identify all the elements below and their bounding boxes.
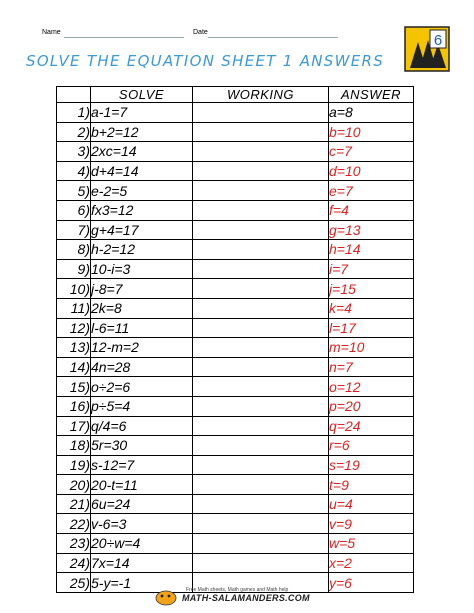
- row-number: 25): [57, 573, 91, 593]
- answer-cell: k=4: [329, 298, 414, 318]
- working-cell: [193, 416, 329, 436]
- row-number: 20): [57, 475, 91, 495]
- answer-cell: s=19: [329, 455, 414, 475]
- table-row: [57, 181, 414, 201]
- answer-cell: e=7: [329, 181, 414, 201]
- row-number: 23): [57, 534, 91, 554]
- problem-cell: p÷5=4: [91, 396, 193, 416]
- working-cell: [193, 298, 329, 318]
- answer-cell: u=4: [329, 494, 414, 514]
- problem-cell: 2k=8: [91, 298, 193, 318]
- table-row: [57, 279, 414, 299]
- problem-cell: 5-y=-1: [91, 573, 193, 593]
- problem-cell: 6u=24: [91, 494, 193, 514]
- table-row: [57, 298, 414, 318]
- answer-cell: v=9: [329, 514, 414, 534]
- working-cell: [193, 181, 329, 201]
- row-number: 7): [57, 220, 91, 240]
- row-number: 19): [57, 455, 91, 475]
- row-number: 17): [57, 416, 91, 436]
- header-row: [57, 87, 414, 103]
- row-number: 8): [57, 240, 91, 260]
- answer-cell: a=8: [329, 103, 414, 123]
- table-row: [57, 416, 414, 436]
- name-label: Name: [42, 29, 61, 36]
- table-row: [57, 436, 414, 456]
- working-cell: [193, 455, 329, 475]
- answer-cell: l=17: [329, 318, 414, 338]
- grade-logo-icon: [404, 26, 450, 72]
- answer-cell: f=4: [329, 200, 414, 220]
- working-cell: [193, 534, 329, 554]
- table-row: [57, 161, 414, 181]
- table-row: [57, 514, 414, 534]
- problem-cell: g+4=17: [91, 220, 193, 240]
- answer-cell: j=15: [329, 279, 414, 299]
- answer-cell: p=20: [329, 396, 414, 416]
- date-line: [208, 37, 338, 38]
- answer-header: ANSWER: [329, 87, 414, 103]
- row-number: 24): [57, 553, 91, 573]
- problem-cell: h-2=12: [91, 240, 193, 260]
- row-number: 16): [57, 396, 91, 416]
- row-number: 13): [57, 338, 91, 358]
- working-cell: [193, 103, 329, 123]
- table-row: [57, 534, 414, 554]
- solve-header: SOLVE: [91, 87, 193, 103]
- table-row: [57, 396, 414, 416]
- row-number: 3): [57, 142, 91, 162]
- answer-cell: y=6: [329, 573, 414, 593]
- table-row: [57, 200, 414, 220]
- problem-cell: 7x=14: [91, 553, 193, 573]
- row-number: 9): [57, 259, 91, 279]
- row-number: 11): [57, 298, 91, 318]
- table-row: [57, 103, 414, 123]
- table-row: [57, 259, 414, 279]
- row-number: 2): [57, 122, 91, 142]
- row-number: 14): [57, 357, 91, 377]
- problem-cell: b+2=12: [91, 122, 193, 142]
- date-label: Date: [193, 29, 208, 36]
- answer-cell: c=7: [329, 142, 414, 162]
- working-cell: [193, 220, 329, 240]
- working-cell: [193, 514, 329, 534]
- table-row: [57, 122, 414, 142]
- answer-cell: h=14: [329, 240, 414, 260]
- working-cell: [193, 377, 329, 397]
- answer-cell: t=9: [329, 475, 414, 495]
- table-row: [57, 220, 414, 240]
- working-cell: [193, 318, 329, 338]
- working-cell: [193, 142, 329, 162]
- table-row: [57, 357, 414, 377]
- working-cell: [193, 553, 329, 573]
- row-number: 12): [57, 318, 91, 338]
- footer-brand: [152, 584, 352, 608]
- row-number: 15): [57, 377, 91, 397]
- problem-cell: fx3=12: [91, 200, 193, 220]
- problem-cell: q/4=6: [91, 416, 193, 436]
- working-cell: [193, 357, 329, 377]
- name-line: [64, 37, 184, 38]
- table-row: [57, 142, 414, 162]
- answer-cell: m=10: [329, 338, 414, 358]
- answer-cell: d=10: [329, 161, 414, 181]
- answer-cell: w=5: [329, 534, 414, 554]
- footer-tagline: Free Math sheets, Math games and Math help: [186, 587, 289, 593]
- working-cell: [193, 475, 329, 495]
- answer-cell: x=2: [329, 553, 414, 573]
- table-row: [57, 455, 414, 475]
- problem-cell: j-8=7: [91, 279, 193, 299]
- answer-cell: q=24: [329, 416, 414, 436]
- problem-cell: d+4=14: [91, 161, 193, 181]
- problem-cell: 10-i=3: [91, 259, 193, 279]
- working-cell: [193, 436, 329, 456]
- table-row: [57, 318, 414, 338]
- problem-cell: v-6=3: [91, 514, 193, 534]
- problem-cell: 4n=28: [91, 357, 193, 377]
- row-number: 1): [57, 103, 91, 123]
- problem-cell: 20-t=11: [91, 475, 193, 495]
- grade-number: 6: [433, 32, 443, 49]
- problem-cell: 5r=30: [91, 436, 193, 456]
- table-row: [57, 377, 414, 397]
- num-header: [57, 87, 91, 103]
- row-number: 22): [57, 514, 91, 534]
- answer-cell: i=7: [329, 259, 414, 279]
- working-header: WORKING: [193, 87, 329, 103]
- problem-cell: e-2=5: [91, 181, 193, 201]
- table-row: [57, 553, 414, 573]
- worksheet-table: [56, 86, 414, 593]
- working-cell: [193, 279, 329, 299]
- table-row: [57, 475, 414, 495]
- working-cell: [193, 259, 329, 279]
- problem-cell: s-12=7: [91, 455, 193, 475]
- table-row: [57, 240, 414, 260]
- answer-cell: o=12: [329, 377, 414, 397]
- row-number: 5): [57, 181, 91, 201]
- row-number: 21): [57, 494, 91, 514]
- answer-cell: g=13: [329, 220, 414, 240]
- problem-cell: a-1=7: [91, 103, 193, 123]
- problem-cell: l-6=11: [91, 318, 193, 338]
- problem-cell: 12-m=2: [91, 338, 193, 358]
- working-cell: [193, 494, 329, 514]
- working-cell: [193, 396, 329, 416]
- answer-cell: n=7: [329, 357, 414, 377]
- row-number: 10): [57, 279, 91, 299]
- working-cell: [193, 240, 329, 260]
- table-row: [57, 338, 414, 358]
- row-number: 18): [57, 436, 91, 456]
- problem-cell: o÷2=6: [91, 377, 193, 397]
- salamander-icon: [152, 584, 180, 608]
- working-cell: [193, 122, 329, 142]
- row-number: 6): [57, 200, 91, 220]
- page-title: SOLVE THE EQUATION SHEET 1 ANSWERS: [26, 52, 385, 70]
- answer-cell: b=10: [329, 122, 414, 142]
- problem-cell: 20÷w=4: [91, 534, 193, 554]
- row-number: 4): [57, 161, 91, 181]
- answer-cell: r=6: [329, 436, 414, 456]
- working-cell: [193, 161, 329, 181]
- working-cell: [193, 200, 329, 220]
- table-row: [57, 494, 414, 514]
- problem-cell: 2xc=14: [91, 142, 193, 162]
- footer-site: MATH-SALAMANDERS.COM: [182, 593, 310, 603]
- working-cell: [193, 338, 329, 358]
